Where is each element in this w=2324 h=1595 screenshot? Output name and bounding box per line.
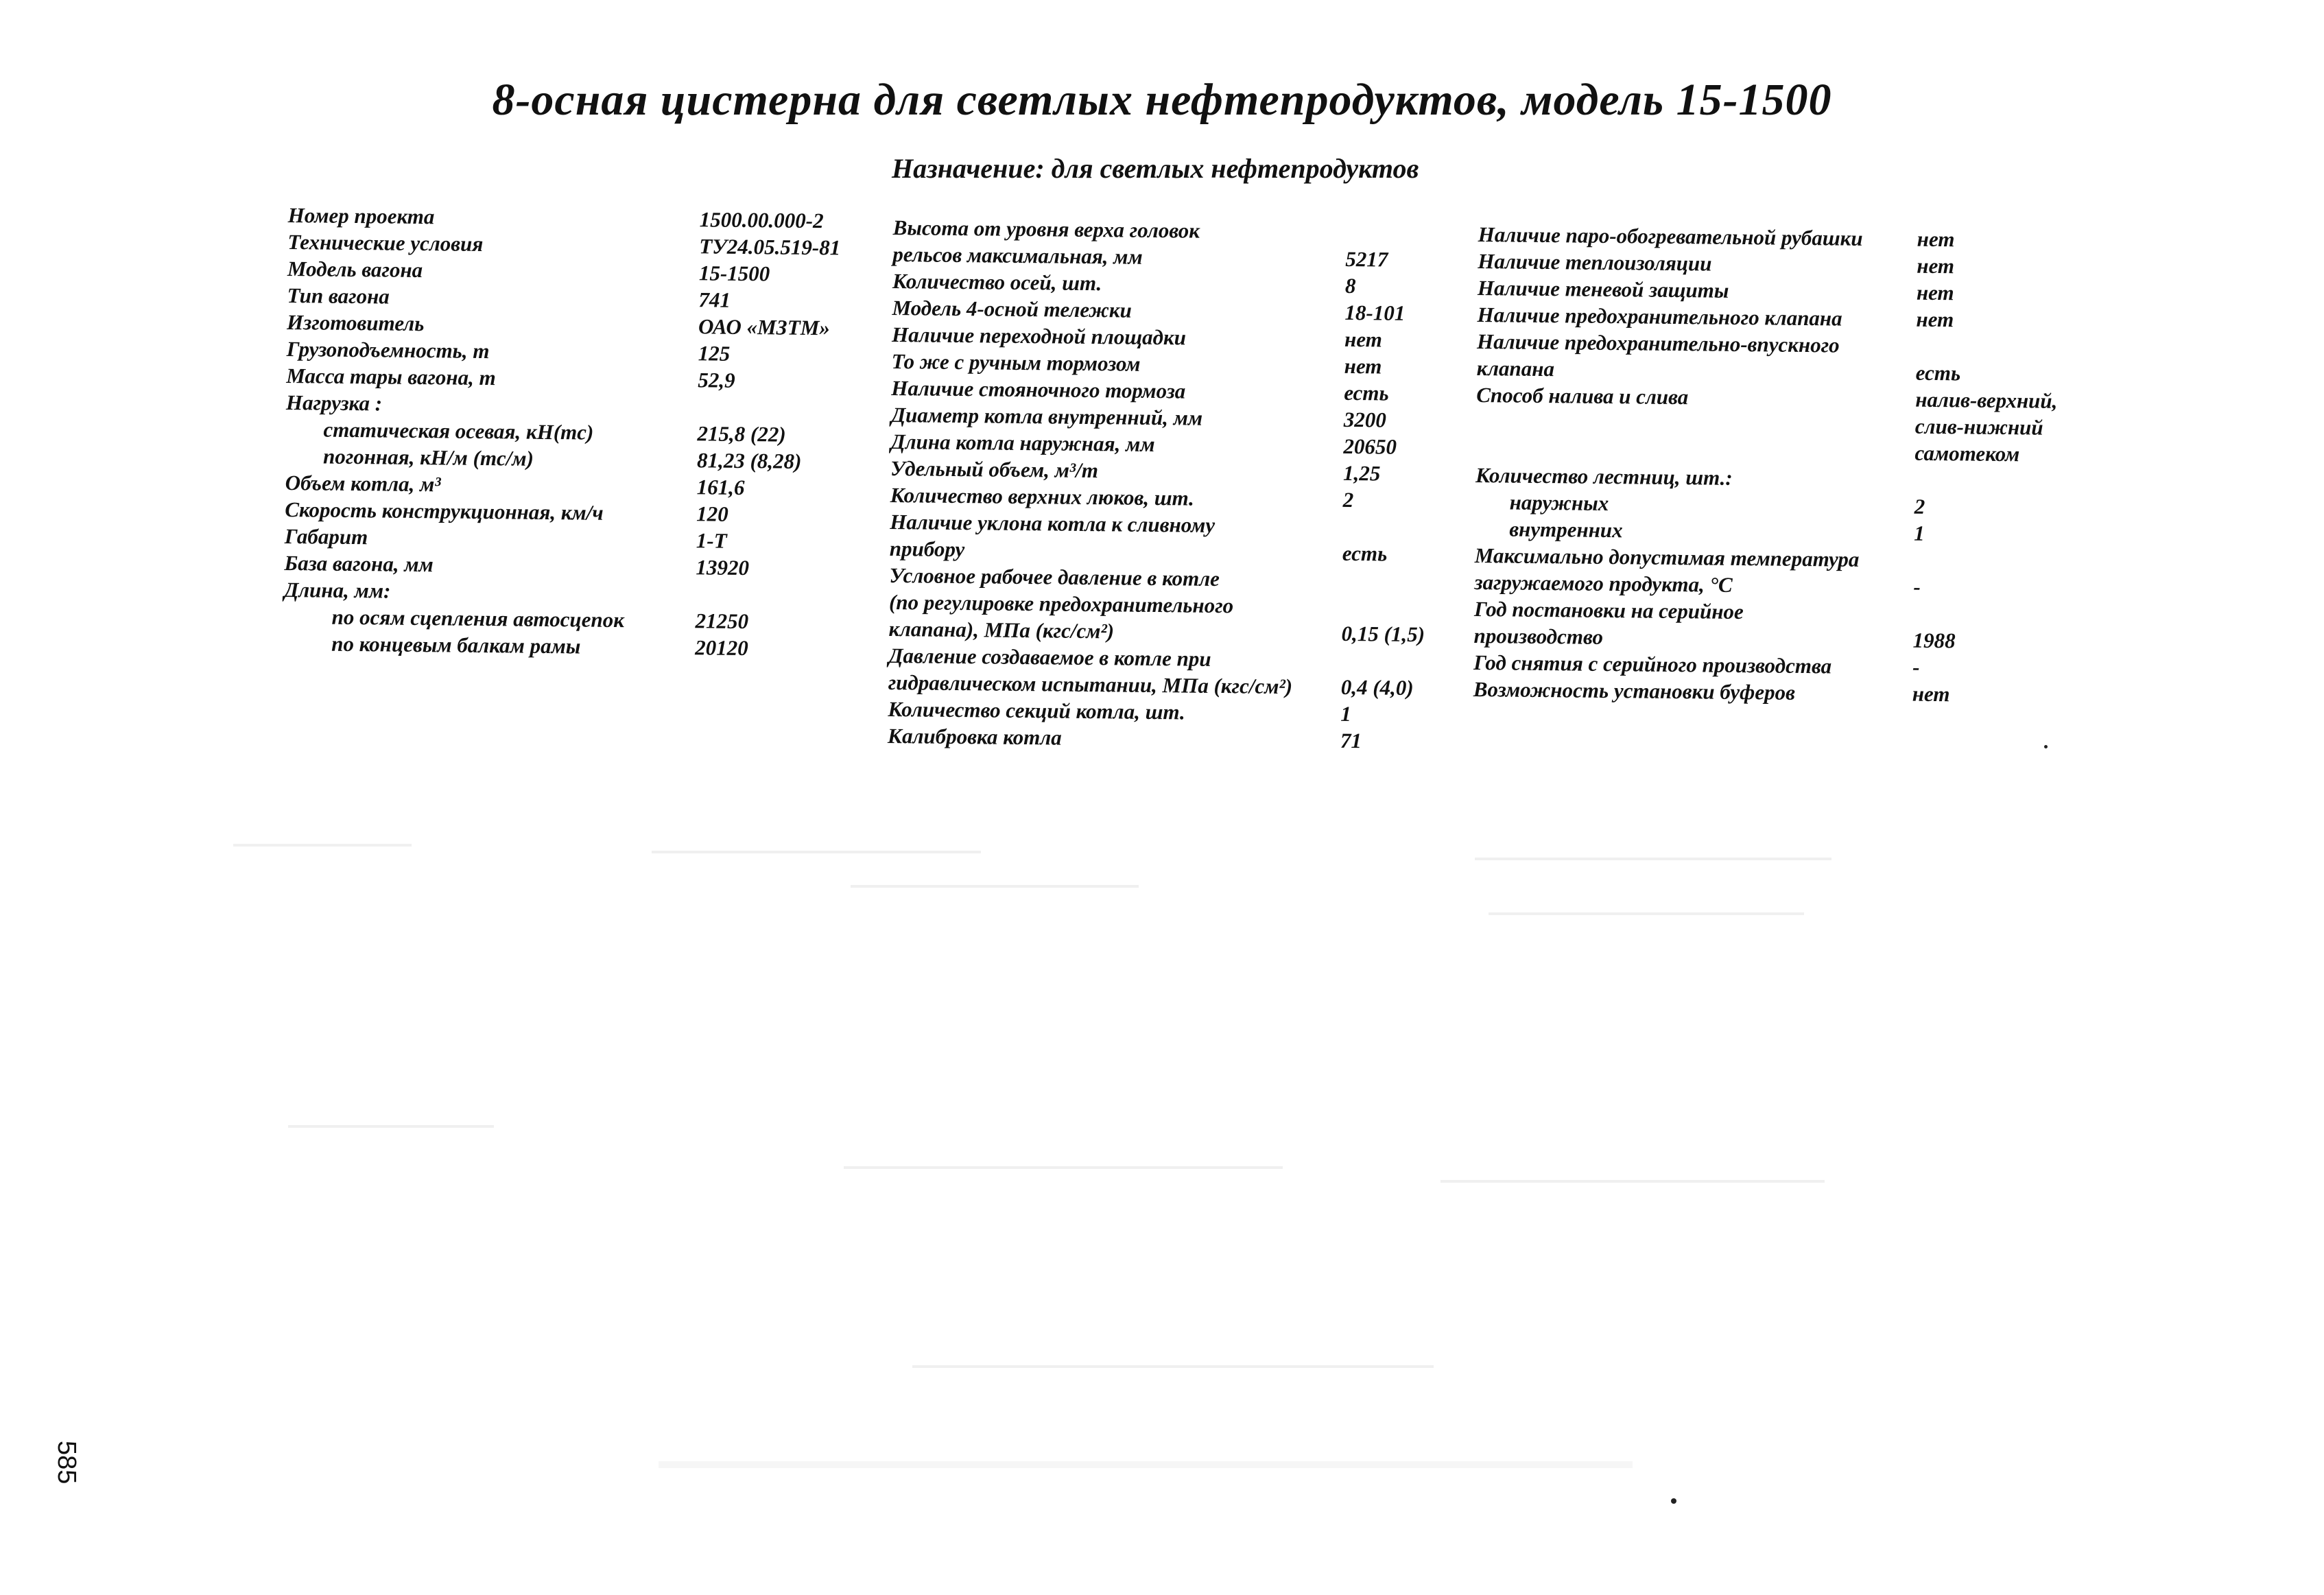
page-title: 8-осная цистерна для светлых нефтепродуктов, модель 15-1500 (492, 75, 1832, 125)
spec-label: Модель 4-осной тележки (892, 295, 1132, 322)
page-number: 585 (52, 1441, 81, 1485)
spec-label: клапана (1476, 355, 1555, 381)
spec-label: Условное рабочее давление в котле (889, 563, 1220, 591)
spec-label: Количество осей, шт. (892, 268, 1102, 296)
spec-label: Давление создаваемое в котле при (888, 643, 1211, 671)
specs-column-3 (1473, 221, 2137, 709)
spec-label: Скорость конструкционная, км/ч (285, 497, 604, 525)
spec-label: наружных (1509, 490, 1609, 516)
spec-label: Год снятия с серийного производства (1473, 650, 1832, 678)
spec-label: Наличие предохранительно-впускного (1476, 329, 1840, 357)
spec-value: 2 (1342, 487, 1354, 512)
spec-label: производство (1473, 623, 1604, 649)
spec-value: есть (1344, 380, 1389, 405)
spec-label: Способ налива и слива (1476, 382, 1689, 410)
spec-value: 3200 (1343, 407, 1387, 432)
spec-label: Год постановки на серийное (1473, 596, 1744, 624)
spec-value: 125 (698, 341, 731, 366)
spec-value: 1988 (1912, 628, 1956, 653)
spec-value: есть (1342, 541, 1388, 566)
spec-label: Наличие теплоизоляции (1478, 248, 1712, 276)
specs-column-1 (283, 202, 892, 663)
spec-label: Высота от уровня верха головок (892, 215, 1200, 243)
spec-label: Длина котла наружная, мм (890, 429, 1155, 457)
spec-label: Длина, мм: (283, 577, 391, 603)
spec-label: гидравлическом испытании, МПа (кгс/см²) (888, 670, 1293, 699)
spec-value: 2 (1914, 494, 1925, 519)
spec-label: прибору (889, 536, 965, 562)
spec-value: 81,23 (8,28) (696, 448, 802, 473)
spec-value: 1 (1340, 701, 1352, 726)
spec-value: 20650 (1343, 434, 1397, 459)
spec-label: Изготовитель (286, 309, 425, 336)
spec-value: нет (1344, 353, 1382, 379)
spec-label: Технические условия (287, 229, 484, 256)
spec-row (888, 722, 1450, 755)
spec-label: Количество верхних люков, шт. (890, 482, 1195, 510)
spec-value: нет (1917, 253, 1955, 279)
spec-value: 1500.00.000-2 (699, 207, 824, 233)
spec-label: Габарит (284, 523, 368, 550)
spec-label: рельсов максимальная, мм (892, 241, 1143, 269)
spec-label: Диаметр котла внутренний, мм (890, 402, 1203, 430)
spec-label: погонная, кН/м (тс/м) (322, 444, 534, 471)
spec-label: Объем котла, м³ (285, 470, 441, 497)
specs-column-2 (888, 214, 1456, 755)
spec-label: по концевым балкам рамы (331, 631, 581, 659)
spec-label: по осям сцепления автосцепок (331, 604, 625, 633)
spec-value: ОАО «МЗТМ» (698, 314, 831, 340)
spec-label: Нагрузка : (285, 390, 383, 416)
spec-label: Тип вагона (287, 283, 390, 309)
spec-value: 21250 (695, 609, 749, 634)
spec-value: нет (1344, 327, 1382, 352)
spec-label: Наличие паро-обогревательной рубашки (1478, 222, 1863, 250)
spec-label: (по регулировке предохранительного (888, 589, 1234, 618)
spec-value: 18-101 (1344, 300, 1406, 325)
spec-value: самотеком (1914, 440, 2020, 466)
spec-value: 52,9 (698, 368, 735, 392)
spec-label: Модель вагона (287, 256, 423, 283)
spec-value: 215,8 (22) (697, 421, 786, 447)
spec-value: 71 (1340, 728, 1362, 753)
spec-value: 0,4 (4,0) (1340, 674, 1414, 700)
spec-label: Возможность установки буферов (1473, 676, 1796, 705)
spec-label: Номер проекта (287, 202, 435, 229)
spec-label: Максимально допустимая температура (1474, 543, 1860, 571)
spec-label: статическая осевая, кН(тс) (323, 417, 594, 445)
spec-label: Наличие стояночного тормоза (891, 375, 1186, 403)
spec-value: ТУ24.05.519-81 (699, 234, 841, 260)
spec-label: Количество секций котла, шт. (888, 696, 1185, 724)
spec-value: 15-1500 (698, 261, 770, 286)
spec-value: - (1912, 654, 1920, 679)
spec-label: Количество лестниц, шт.: (1475, 462, 1733, 490)
spec-row (283, 630, 887, 663)
spec-label: Наличие предохранительного клапана (1477, 302, 1842, 331)
spec-value: есть (1915, 360, 1961, 386)
spec-value: 13920 (696, 555, 750, 580)
spec-label: Грузоподъемность, т (286, 336, 490, 364)
spec-value: налив-верхний, (1915, 387, 2058, 413)
spec-value: 0,15 (1,5) (1341, 621, 1425, 647)
spec-label: загружаемого продукта, °С (1474, 569, 1733, 597)
spec-value: 20120 (695, 635, 748, 661)
spec-label: Наличие уклона котла к сливному (890, 509, 1216, 537)
spec-label: Удельный объем, м³/т (890, 456, 1099, 483)
spec-value: 161,6 (696, 475, 745, 499)
spec-label: База вагона, мм (284, 550, 434, 577)
spec-value: 5217 (1345, 246, 1388, 272)
spec-value: нет (1916, 307, 1954, 332)
spec-value: слив-нижний (1914, 414, 2043, 440)
spec-value: 741 (698, 287, 731, 312)
spec-label: клапана), МПа (кгс/см²) (888, 616, 1115, 643)
spec-value: 120 (696, 501, 728, 526)
spec-value: нет (1916, 280, 1954, 305)
spec-value: 8 (1344, 273, 1356, 298)
spec-value: нет (1917, 226, 1955, 252)
spec-value: - (1913, 574, 1921, 599)
spec-label: Наличие переходной площадки (891, 322, 1187, 350)
purpose-subtitle: Назначение: для светлых нефтепродуктов (892, 153, 1419, 184)
spec-label: внутренних (1509, 517, 1623, 543)
spec-value: 1-Т (696, 528, 727, 553)
spec-value: нет (1912, 681, 1950, 707)
spec-value: 1 (1914, 521, 1925, 545)
spec-value: 1,25 (1342, 460, 1381, 486)
spec-label: Масса тары вагона, т (286, 363, 496, 390)
spec-label: Наличие теневой защиты (1477, 275, 1729, 303)
spec-label: То же с ручным тормозом (891, 348, 1141, 376)
spec-label: Калибровка котла (887, 723, 1062, 750)
